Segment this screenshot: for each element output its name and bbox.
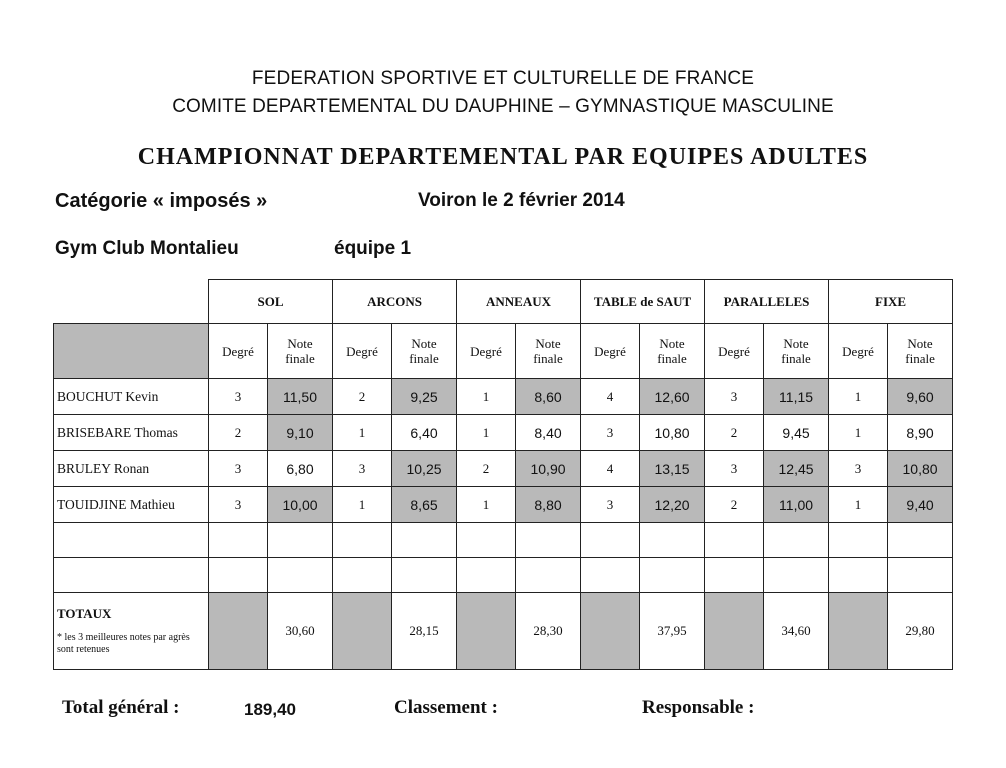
degree-cell: 1 (457, 487, 516, 523)
note-header (764, 324, 829, 379)
total-cell: 28,30 (516, 593, 581, 670)
apparatus-header: ARCONS (333, 280, 457, 324)
note-header-line2: finale (533, 351, 563, 366)
total-cell: 34,60 (764, 593, 829, 670)
totals-label-cell (54, 593, 209, 670)
degree-cell: 3 (581, 487, 640, 523)
totals-row (54, 593, 953, 670)
gymnast-name: BOUCHUT Kevin (54, 379, 209, 415)
score-cell: 12,20 (640, 487, 705, 523)
score-cell: 9,60 (888, 379, 953, 415)
gray-total-cell (581, 593, 640, 670)
gymnast-name: BRISEBARE Thomas (54, 415, 209, 451)
score-cell: 9,25 (392, 379, 457, 415)
results-table (53, 279, 953, 670)
degree-header: Degré (829, 324, 888, 379)
note-header-line2: finale (409, 351, 439, 366)
empty-cell (764, 558, 829, 593)
degree-cell: 2 (333, 379, 392, 415)
score-cell: 13,15 (640, 451, 705, 487)
score-cell: 6,40 (392, 415, 457, 451)
note-header-line1: Note (659, 336, 685, 351)
note-header-line2: finale (781, 351, 811, 366)
apparatus-header: FIXE (829, 280, 953, 324)
empty-cell (581, 558, 640, 593)
degree-cell: 3 (705, 451, 764, 487)
note-header (392, 324, 457, 379)
grand-total-value: 189,40 (244, 700, 296, 719)
gray-total-cell (829, 593, 888, 670)
gymnast-row (54, 451, 953, 487)
apparatus-header: ANNEAUX (457, 280, 581, 324)
empty-cell (829, 523, 888, 558)
gray-total-cell (333, 593, 392, 670)
total-cell: 37,95 (640, 593, 705, 670)
degree-cell: 3 (209, 379, 268, 415)
empty-cell (888, 558, 953, 593)
degree-cell: 1 (457, 379, 516, 415)
degree-cell: 1 (829, 415, 888, 451)
score-cell: 6,80 (268, 451, 333, 487)
event-date: Voiron le 2 février 2014 (418, 190, 625, 211)
total-cell: 28,15 (392, 593, 457, 670)
score-cell: 10,90 (516, 451, 581, 487)
degree-cell: 4 (581, 451, 640, 487)
score-cell: 9,45 (764, 415, 829, 451)
score-cell: 9,40 (888, 487, 953, 523)
empty-cell (268, 523, 333, 558)
empty-cell (640, 558, 705, 593)
score-cell: 10,25 (392, 451, 457, 487)
gymnast-row (54, 379, 953, 415)
score-cell: 9,10 (268, 415, 333, 451)
gymnast-row (54, 487, 953, 523)
note-header-line2: finale (285, 351, 315, 366)
empty-cell (392, 558, 457, 593)
note-header-line2: finale (905, 351, 935, 366)
score-cell: 10,80 (888, 451, 953, 487)
empty-cell (392, 523, 457, 558)
degree-header: Degré (457, 324, 516, 379)
empty-cell (516, 523, 581, 558)
degree-cell: 2 (457, 451, 516, 487)
team-label: équipe 1 (334, 238, 412, 259)
degree-cell: 2 (209, 415, 268, 451)
score-cell: 11,50 (268, 379, 333, 415)
degree-cell: 4 (581, 379, 640, 415)
grand-total-label: Total général : (62, 697, 180, 718)
empty-row (54, 558, 953, 593)
score-cell: 12,60 (640, 379, 705, 415)
note-header-line1: Note (783, 336, 809, 351)
degree-header: Degré (209, 324, 268, 379)
committee-name: COMITE DEPARTEMENTAL DU DAUPHINE – GYMNASTIQUE MASCULINE (172, 96, 834, 117)
total-cell: 30,60 (268, 593, 333, 670)
empty-cell (581, 523, 640, 558)
note-header-line1: Note (907, 336, 933, 351)
score-cell: 8,60 (516, 379, 581, 415)
ranking-label: Classement : (394, 697, 498, 718)
empty-cell (333, 523, 392, 558)
note-header-line1: Note (287, 336, 313, 351)
degree-cell: 3 (209, 451, 268, 487)
score-cell: 8,65 (392, 487, 457, 523)
degree-cell: 2 (705, 487, 764, 523)
organization-name: FEDERATION SPORTIVE ET CULTURELLE DE FRANCE (251, 68, 755, 89)
page-title: CHAMPIONNAT DEPARTEMENTAL PAR EQUIPES ADULTES (137, 144, 869, 170)
gray-total-cell (457, 593, 516, 670)
totals-label: TOTAUX (57, 606, 112, 621)
degree-cell: 2 (705, 415, 764, 451)
gymnast-row (54, 415, 953, 451)
empty-cell (516, 558, 581, 593)
empty-corner-cell (54, 280, 209, 324)
gray-total-cell (705, 593, 764, 670)
total-cell: 29,80 (888, 593, 953, 670)
empty-cell (268, 558, 333, 593)
note-header-line1: Note (411, 336, 437, 351)
degree-cell: 1 (333, 415, 392, 451)
note-header (888, 324, 953, 379)
score-cell: 8,40 (516, 415, 581, 451)
apparatus-header: PARALLELES (705, 280, 829, 324)
score-cell: 10,00 (268, 487, 333, 523)
empty-row (54, 523, 953, 558)
degree-cell: 3 (209, 487, 268, 523)
gray-total-cell (209, 593, 268, 670)
empty-cell (888, 523, 953, 558)
empty-cell (705, 523, 764, 558)
score-cell: 8,80 (516, 487, 581, 523)
subheader-row (54, 324, 953, 379)
totals-note: * les 3 meilleures notes par agrès sont retenues (57, 632, 190, 655)
degree-cell: 3 (581, 415, 640, 451)
degree-cell: 1 (829, 379, 888, 415)
gymnast-name: BRULEY Ronan (54, 451, 209, 487)
score-cell: 12,45 (764, 451, 829, 487)
note-header-line1: Note (535, 336, 561, 351)
degree-header: Degré (581, 324, 640, 379)
apparatus-header: SOL (209, 280, 333, 324)
degree-cell: 1 (333, 487, 392, 523)
score-cell: 8,90 (888, 415, 953, 451)
empty-cell (209, 523, 268, 558)
category-label: Catégorie « imposés » (55, 190, 268, 212)
empty-cell (333, 558, 392, 593)
degree-cell: 1 (457, 415, 516, 451)
degree-header: Degré (333, 324, 392, 379)
club-name: Gym Club Montalieu (55, 238, 239, 259)
empty-cell (457, 523, 516, 558)
score-cell: 10,80 (640, 415, 705, 451)
gray-corner-cell (54, 324, 209, 379)
note-header (268, 324, 333, 379)
score-cell: 11,00 (764, 487, 829, 523)
empty-cell (829, 558, 888, 593)
empty-cell (209, 558, 268, 593)
gymnast-name: TOUIDJINE Mathieu (54, 487, 209, 523)
degree-cell: 1 (829, 487, 888, 523)
empty-cell (457, 558, 516, 593)
apparatus-header: TABLE de SAUT (581, 280, 705, 324)
degree-cell: 3 (829, 451, 888, 487)
score-cell: 11,15 (764, 379, 829, 415)
supervisor-label: Responsable : (642, 697, 755, 718)
empty-cell (54, 558, 209, 593)
degree-cell: 3 (705, 379, 764, 415)
empty-cell (640, 523, 705, 558)
note-header (640, 324, 705, 379)
degree-header: Degré (705, 324, 764, 379)
empty-cell (705, 558, 764, 593)
empty-cell (54, 523, 209, 558)
degree-cell: 3 (333, 451, 392, 487)
empty-cell (764, 523, 829, 558)
note-header (516, 324, 581, 379)
apparatus-header-row (54, 280, 953, 324)
note-header-line2: finale (657, 351, 687, 366)
